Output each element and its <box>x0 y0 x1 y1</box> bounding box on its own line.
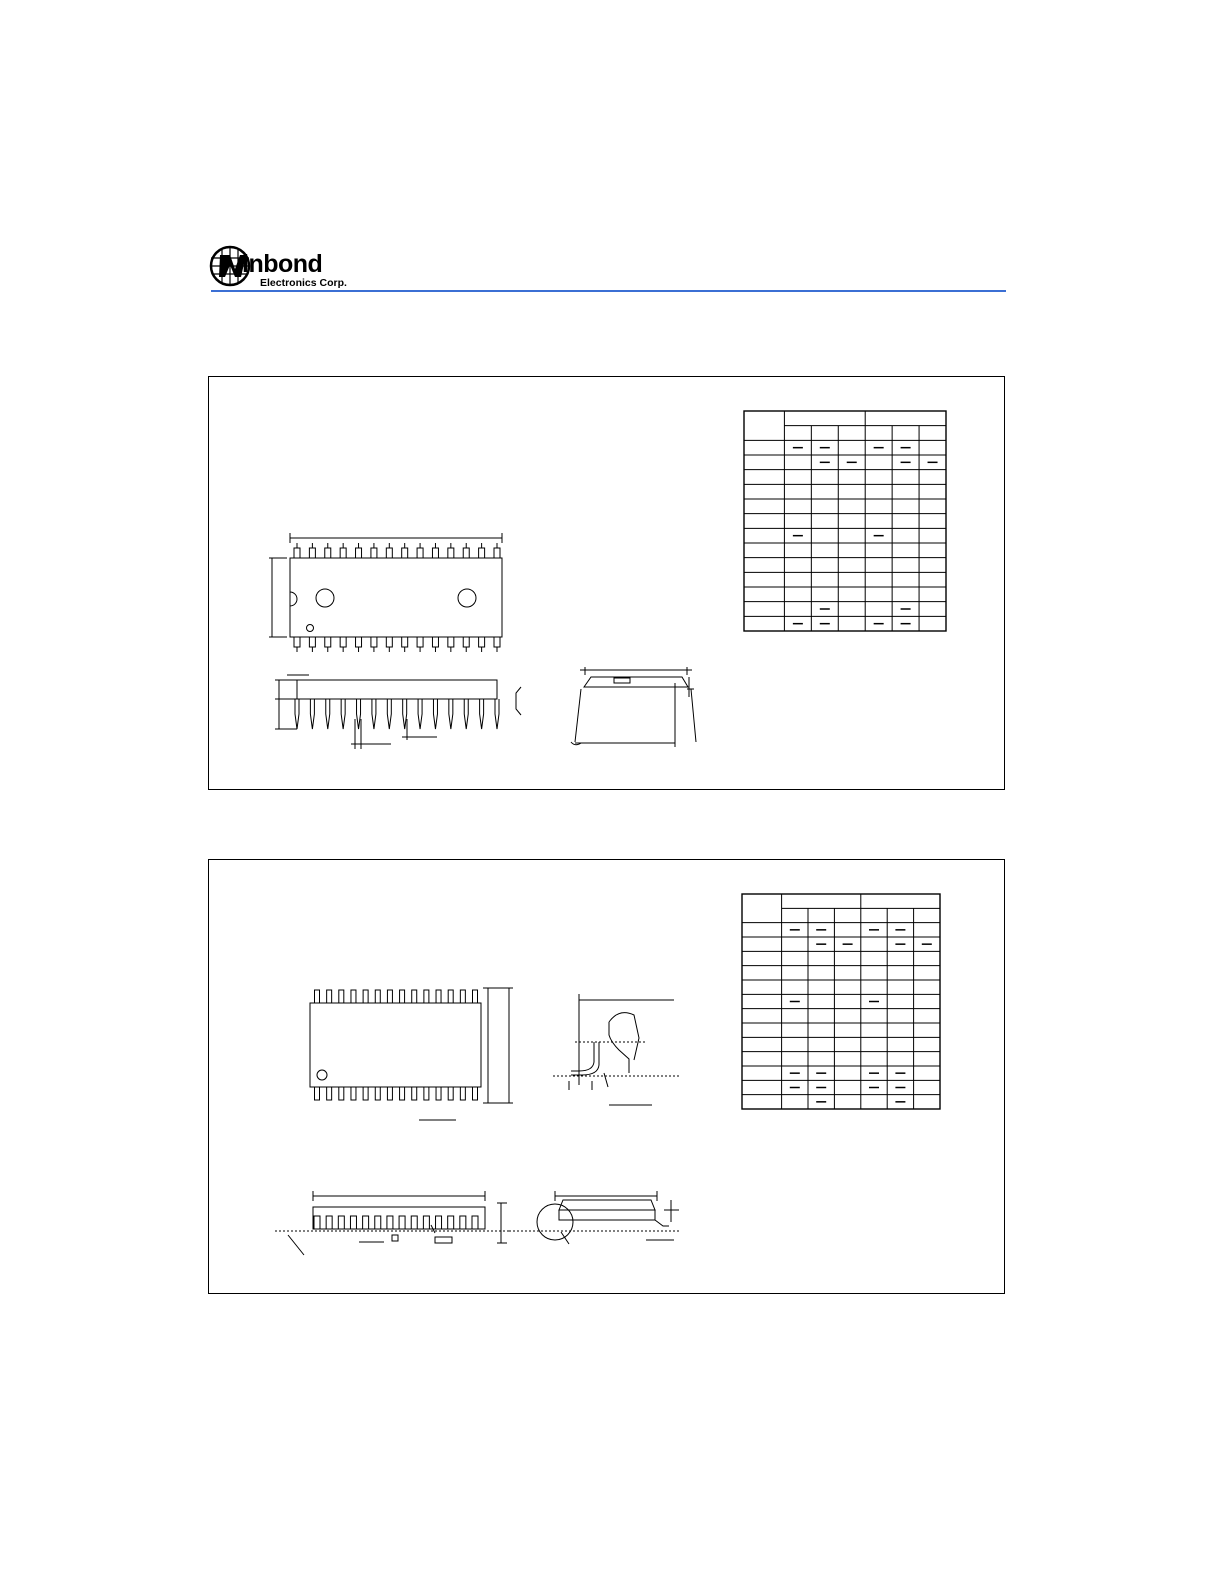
dip-pin <box>417 637 423 647</box>
sop-top-view <box>310 988 513 1120</box>
sop-pin <box>448 990 453 1003</box>
dip-pin <box>463 548 469 558</box>
dip-side-pin <box>464 699 468 729</box>
sop-side-pin <box>375 1216 381 1229</box>
sop-side-pin <box>460 1216 466 1229</box>
dip-drawing <box>209 377 1006 791</box>
sop-pin <box>460 1087 465 1100</box>
sop-pin <box>375 990 380 1003</box>
sop-lead-detail <box>553 994 679 1105</box>
sop-side-pin <box>436 1216 442 1229</box>
dip-side-view <box>275 675 521 749</box>
dip-pin <box>340 548 346 558</box>
sop-pin <box>436 1087 441 1100</box>
dip-pin <box>309 637 315 647</box>
sop-side-pin <box>363 1216 369 1229</box>
dip-side-pin <box>495 699 499 729</box>
winbond-logo <box>208 240 368 296</box>
sop-pin <box>412 1087 417 1100</box>
dip-pin <box>371 637 377 647</box>
dip-pin <box>340 637 346 647</box>
dip-side-pin <box>449 699 453 729</box>
sop-pin <box>387 1087 392 1100</box>
dip-side-pin <box>372 699 376 729</box>
sop-pin <box>339 990 344 1003</box>
sop-pin <box>327 990 332 1003</box>
sop-side-pin <box>399 1216 405 1229</box>
dip-pin <box>463 637 469 647</box>
sop-side-pin <box>423 1216 429 1229</box>
dip-pin <box>402 637 408 647</box>
sop-side-pin <box>326 1216 332 1229</box>
dip-side-pin <box>357 699 361 729</box>
sop-side-pin <box>338 1216 344 1229</box>
dip-pin <box>432 637 438 647</box>
dip-side-pin <box>433 699 437 729</box>
sop-side-pin <box>314 1216 320 1229</box>
dip-pin <box>309 548 315 558</box>
dip-side-pin <box>310 699 314 729</box>
dip-pin <box>325 548 331 558</box>
table-frame <box>744 411 946 631</box>
sop-pin <box>412 990 417 1003</box>
dip-pin <box>494 548 500 558</box>
sop-side-pin <box>411 1216 417 1229</box>
sop-pin <box>448 1087 453 1100</box>
sop-pin <box>424 1087 429 1100</box>
sop-pin <box>315 1087 320 1100</box>
sop-side-pin <box>472 1216 478 1229</box>
sop-side-pin <box>448 1216 454 1229</box>
dip-pin <box>432 548 438 558</box>
sop-pin <box>315 990 320 1003</box>
sop-pin <box>351 1087 356 1100</box>
sop-pin <box>473 1087 478 1100</box>
dip-side-pin <box>480 699 484 729</box>
dip-pin <box>417 548 423 558</box>
sop-pin <box>363 990 368 1003</box>
sop-pin <box>363 1087 368 1100</box>
dip-pin <box>448 548 454 558</box>
dip-side-pin <box>418 699 422 729</box>
logo-tagline: Electronics Corp. <box>260 277 347 289</box>
dip-pin <box>325 637 331 647</box>
sop-side-pin <box>350 1216 356 1229</box>
sop-drawing <box>209 860 1006 1295</box>
sop-side-view <box>275 1191 509 1255</box>
dip-dimension-table <box>744 411 946 631</box>
header-rule <box>211 290 1006 292</box>
sop-pin <box>351 990 356 1003</box>
dip-pin <box>294 548 300 558</box>
sop-pin <box>375 1087 380 1100</box>
package-sop-panel <box>208 859 1005 1294</box>
dip-end-view <box>571 667 696 747</box>
sop-pin <box>400 1087 405 1100</box>
sop-dimension-table <box>742 894 940 1109</box>
dip-pin <box>371 548 377 558</box>
dip-pin <box>386 548 392 558</box>
dip-pin <box>402 548 408 558</box>
dip-top-view <box>269 533 502 652</box>
sop-end-view <box>509 1191 679 1244</box>
sop-pin <box>473 990 478 1003</box>
dip-pin <box>479 548 485 558</box>
dip-side-pin <box>295 699 299 729</box>
sop-side-pin <box>387 1216 393 1229</box>
sop-pin <box>460 990 465 1003</box>
sop-pin <box>339 1087 344 1100</box>
dip-side-pin <box>326 699 330 729</box>
dip-pin <box>479 637 485 647</box>
dip-side-pin <box>403 699 407 729</box>
table-frame <box>742 894 940 1109</box>
package-dip-panel <box>208 376 1005 790</box>
dip-pin <box>294 637 300 647</box>
dip-side-pin <box>387 699 391 729</box>
dip-pin <box>448 637 454 647</box>
sop-pin <box>327 1087 332 1100</box>
dip-side-pin <box>341 699 345 729</box>
sop-pin <box>424 990 429 1003</box>
dip-pin <box>494 637 500 647</box>
dip-pin <box>386 637 392 647</box>
sop-pin <box>387 990 392 1003</box>
logo-wordmark: inbond <box>242 250 323 278</box>
sop-pin <box>436 990 441 1003</box>
dip-pin <box>356 548 362 558</box>
sop-pin <box>400 990 405 1003</box>
dip-pin <box>356 637 362 647</box>
